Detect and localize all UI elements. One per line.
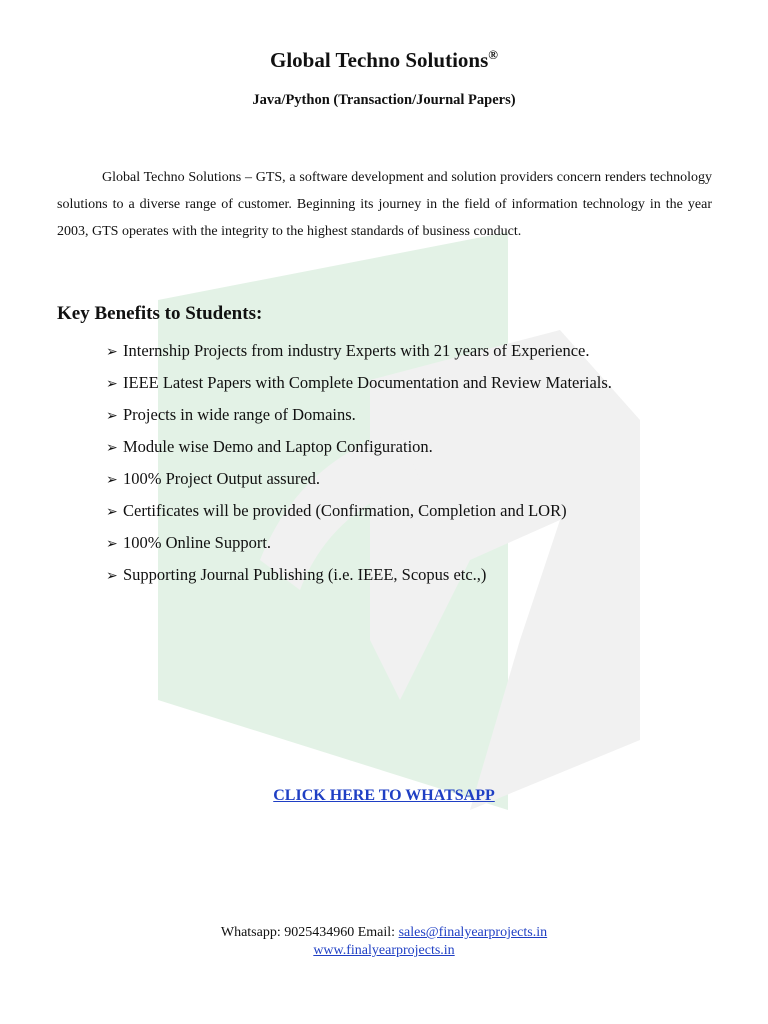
- benefits-heading: Key Benefits to Students:: [57, 303, 263, 324]
- bullet-arrow-icon: ➢: [106, 504, 118, 520]
- list-item: [106, 338, 612, 370]
- whatsapp-cta: [0, 787, 768, 805]
- footer-contact: [0, 924, 768, 960]
- list-item: [106, 530, 612, 562]
- page-title: [0, 48, 768, 73]
- list-item: [106, 370, 612, 402]
- list-item-text: Module wise Demo and Laptop Configuration.: [123, 437, 433, 456]
- registered-trademark: ®: [488, 47, 498, 62]
- title-text: Global Techno Solutions: [270, 48, 489, 72]
- bullet-arrow-icon: ➢: [106, 536, 118, 552]
- list-item-text: Projects in wide range of Domains.: [123, 405, 356, 424]
- list-item-text: IEEE Latest Papers with Complete Documentation and Review Materials.: [123, 373, 612, 392]
- list-item: [106, 562, 612, 594]
- page-subtitle: Java/Python (Transaction/Journal Papers): [252, 92, 516, 108]
- list-item: [106, 466, 612, 498]
- email-link[interactable]: sales@finalyearprojects.in: [398, 925, 548, 940]
- list-item: [106, 498, 612, 530]
- bullet-arrow-icon: ➢: [106, 440, 118, 456]
- bullet-arrow-icon: ➢: [106, 568, 118, 584]
- intro-paragraph: Global Techno Solutions – GTS, a software development and solution providers concern renders technology solutions to a diverse range of customer. Beginning its journey in the field of information technology in the year 2003, GTS operates with the integrity to the highest standards of business conduct.: [57, 170, 712, 239]
- bullet-arrow-icon: ➢: [106, 472, 118, 488]
- list-item-text: Internship Projects from industry Experts with 21 years of Experience.: [123, 341, 590, 360]
- list-item: [106, 434, 612, 466]
- list-item-text: Certificates will be provided (Confirmation, Completion and LOR): [123, 501, 567, 520]
- website-link[interactable]: www.finalyearprojects.in: [313, 943, 455, 958]
- footer-whatsapp-text: Whatsapp: 9025434960 Email:: [220, 925, 399, 940]
- list-item-text: 100% Online Support.: [123, 533, 272, 552]
- bullet-arrow-icon: ➢: [106, 344, 118, 360]
- benefits-list: [106, 338, 612, 594]
- whatsapp-link[interactable]: CLICK HERE TO WHATSAPP: [273, 787, 495, 804]
- list-item: [106, 402, 612, 434]
- list-item-text: Supporting Journal Publishing (i.e. IEEE, Scopus etc.,): [123, 565, 487, 584]
- footer-line-2: [0, 942, 768, 960]
- bullet-arrow-icon: ➢: [106, 408, 118, 424]
- footer-line-1: [0, 924, 768, 942]
- bullet-arrow-icon: ➢: [106, 376, 118, 392]
- list-item-text: 100% Project Output assured.: [123, 469, 321, 488]
